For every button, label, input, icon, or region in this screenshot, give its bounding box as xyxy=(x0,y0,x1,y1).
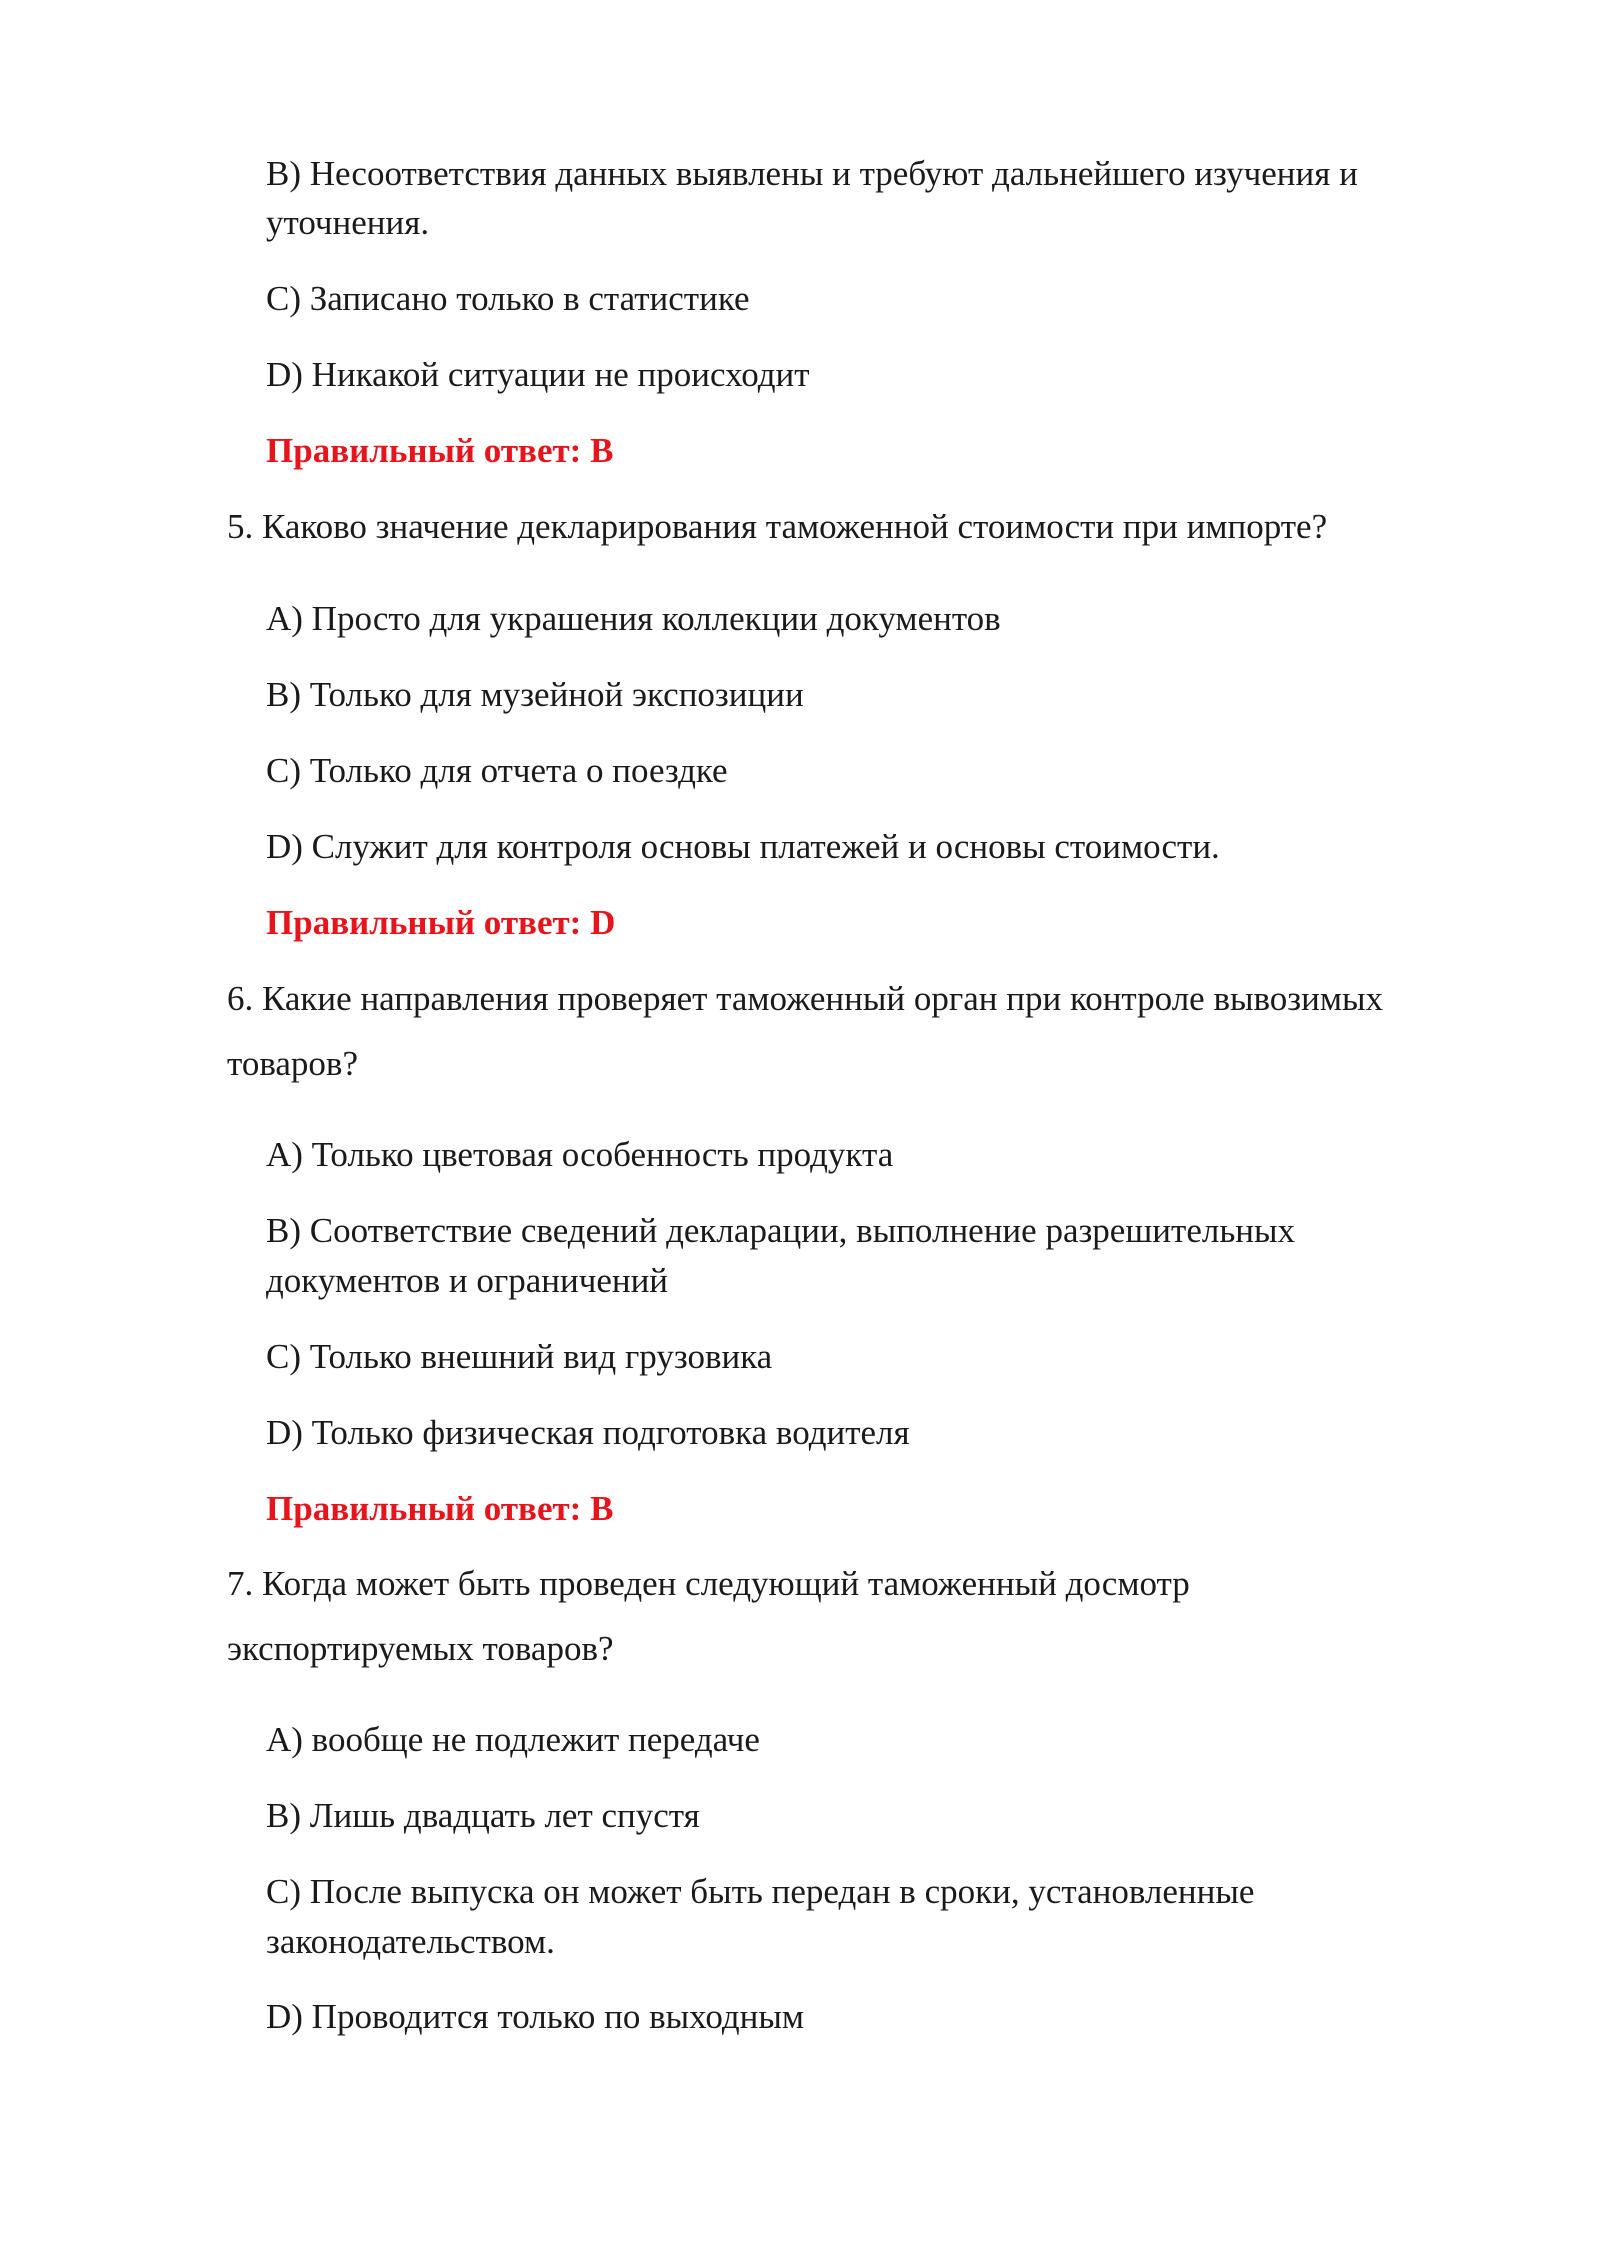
q6-option-d: D) Только физическая подготовка водителя xyxy=(266,1413,910,1452)
q5-question-line-1: 5. Каково значение декларирования таможенной стоимости при импорте? xyxy=(227,507,1328,546)
q6-correct-answer: Правильный ответ: B xyxy=(266,1489,614,1528)
q7-question-line-1: 7. Когда может быть проведен следующий таможенный досмотр xyxy=(227,1564,1190,1603)
q6-option-b-line-2: документов и ограничений xyxy=(266,1261,669,1300)
q5-option-a: A) Просто для украшения коллекции документов xyxy=(266,599,1001,638)
q7-option-c-line-1: C) После выпуска он может быть передан в сроки, установленные xyxy=(266,1872,1255,1911)
q6-question-line-1: 6. Какие направления проверяет таможенный орган при контроле вывозимых xyxy=(227,979,1383,1018)
q4-correct-answer: Правильный ответ: B xyxy=(266,431,614,470)
q6-option-b-line-1: B) Соответствие сведений декларации, выполнение разрешительных xyxy=(266,1211,1296,1250)
q5-correct-answer: Правильный ответ: D xyxy=(266,903,616,942)
q7-question-line-2: экспортируемых товаров? xyxy=(227,1629,614,1668)
q7-option-d: D) Проводится только по выходным xyxy=(266,1997,805,2036)
q4-option-b-line-1: B) Несоответствия данных выявлены и требуют дальнейшего изучения и xyxy=(266,154,1358,193)
q7-option-c-line-2: законодательством. xyxy=(266,1922,555,1961)
q4-option-d: D) Никакой ситуации не происходит xyxy=(266,355,810,394)
q7-option-b: B) Лишь двадцать лет спустя xyxy=(266,1796,700,1835)
q4-option-c: C) Записано только в статистике xyxy=(266,279,750,318)
q4-option-b-line-2: уточнения. xyxy=(266,203,430,242)
q6-question-line-2: товаров? xyxy=(227,1044,358,1083)
q6-option-c: C) Только внешний вид грузовика xyxy=(266,1337,773,1376)
q5-option-b: B) Только для музейной экспозиции xyxy=(266,675,804,714)
q7-option-a: A) вообще не подлежит передаче xyxy=(266,1720,760,1759)
q5-option-d: D) Служит для контроля основы платежей и основы стоимости. xyxy=(266,827,1220,866)
q5-option-c: C) Только для отчета о поездке xyxy=(266,751,728,790)
q6-option-a: A) Только цветовая особенность продукта xyxy=(266,1135,894,1174)
